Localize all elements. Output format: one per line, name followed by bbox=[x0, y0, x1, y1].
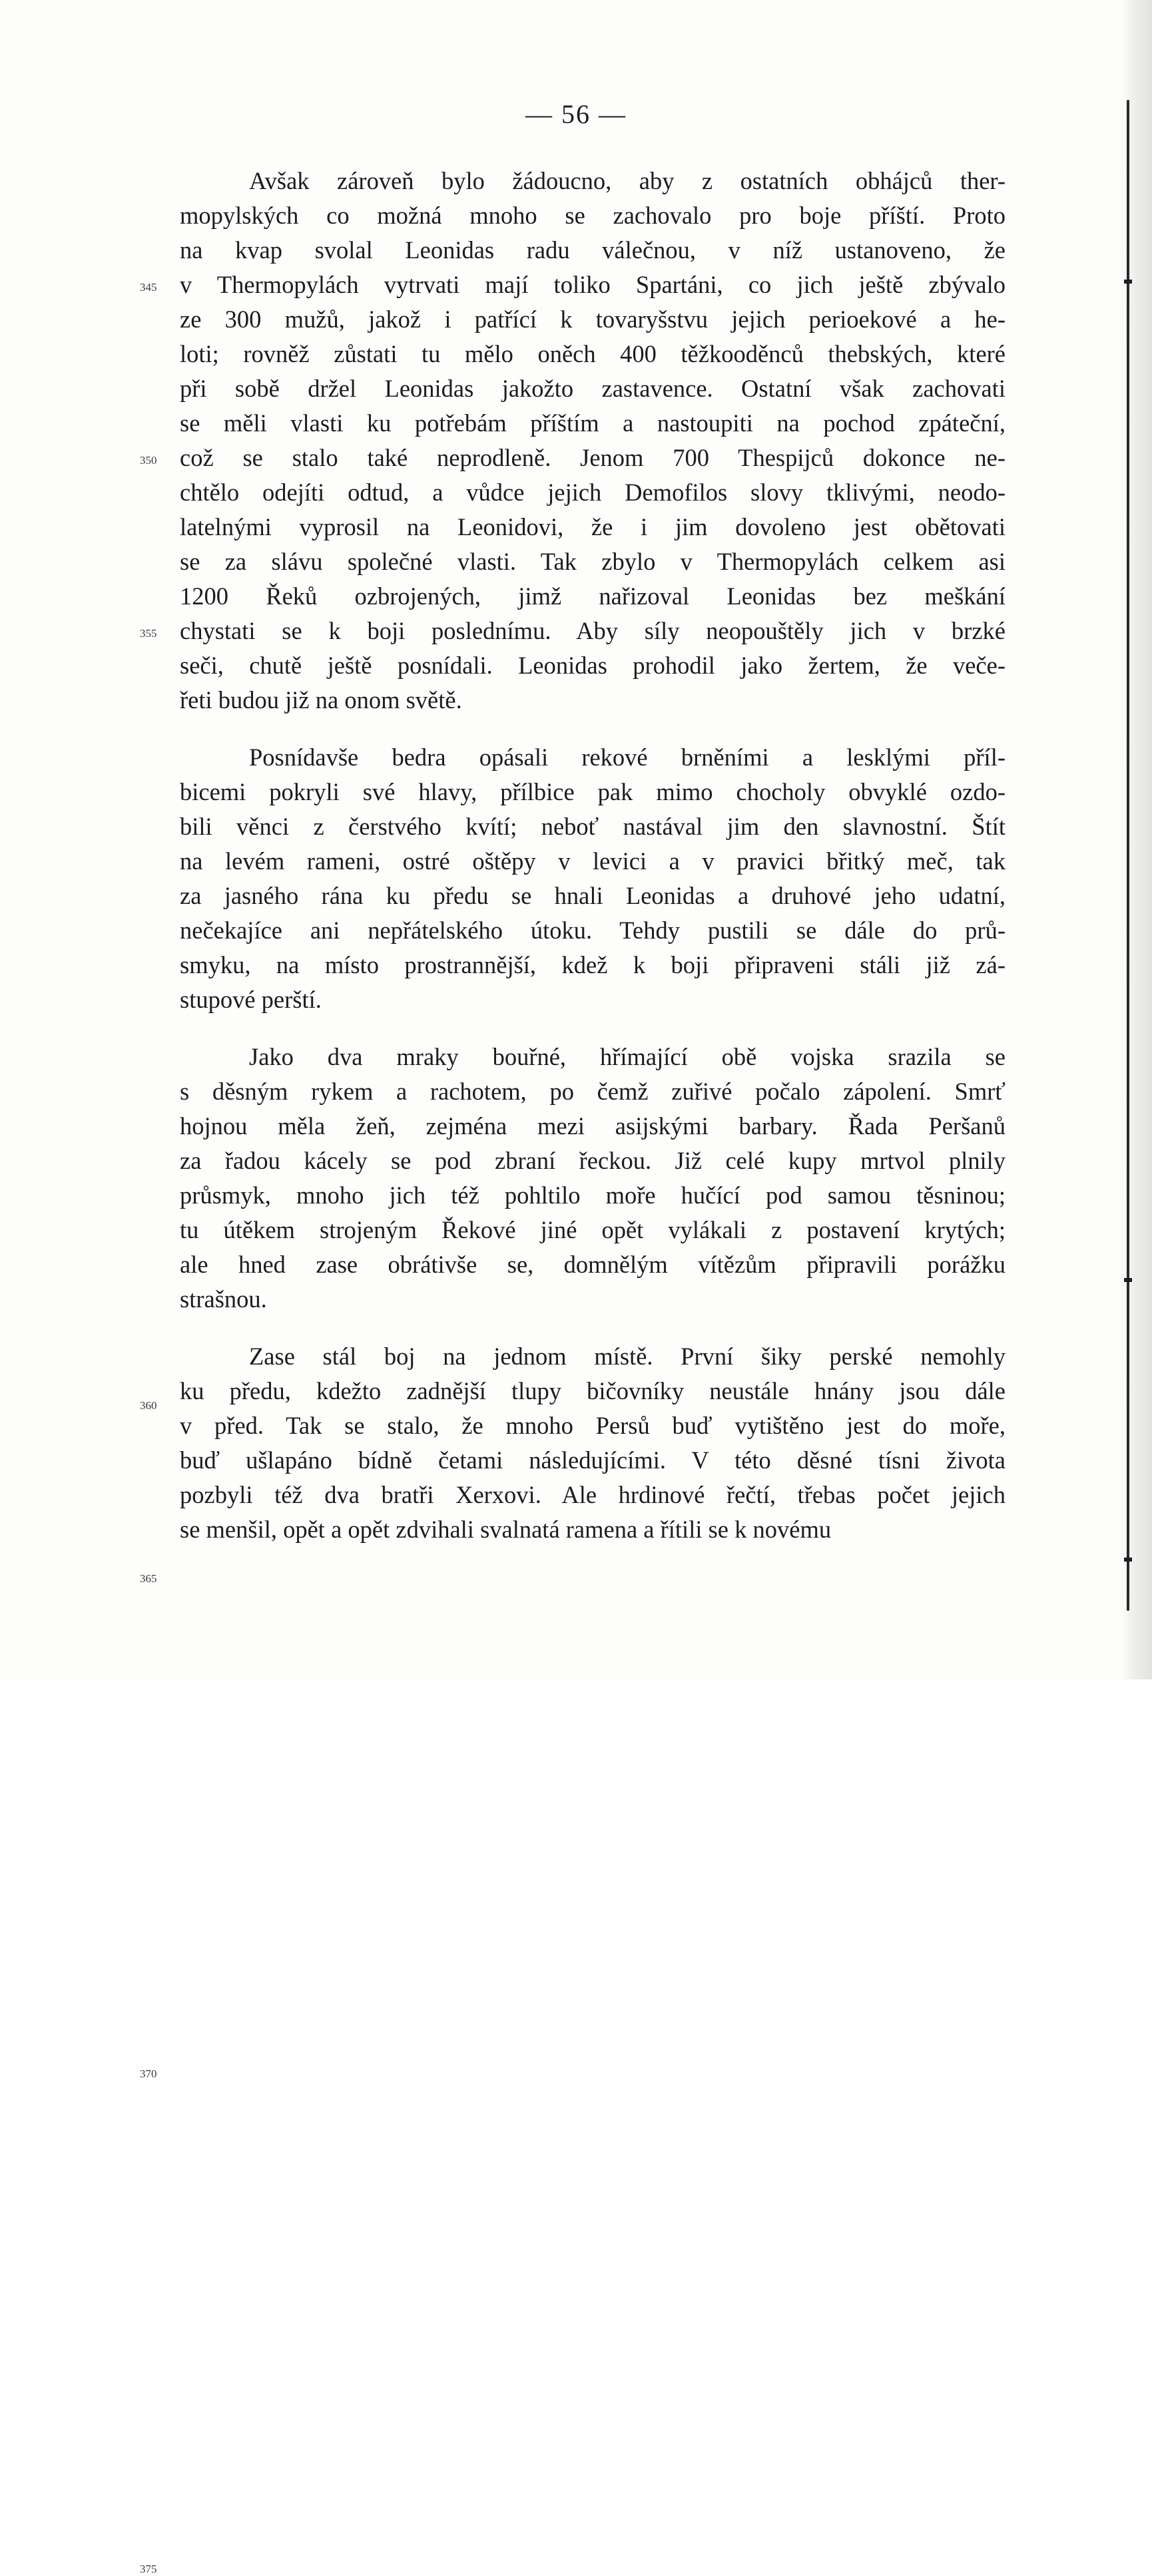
text-line: strašnou. bbox=[180, 1285, 267, 1313]
text-line: což se stalo také neprodleně. Jenom 700 Thespijců dokonce ne- bbox=[180, 444, 1006, 471]
text-line: loti; rovněž zůstati tu mělo oněch 400 těžkooděnců thebských, které bbox=[180, 340, 1006, 367]
text-line: nečekajíce ani nepřátelského útoku. Tehdy pustili se dále do prů- bbox=[180, 917, 1006, 944]
text-line: ku předu, kdežto zadnější tlupy bičovníky neustále hnány jsou dále bbox=[180, 1377, 1006, 1404]
paragraph bbox=[180, 1040, 1006, 1317]
text-line: latelnými vyprosil na Leonidovi, že i jim dovoleno jest obětovati bbox=[180, 513, 1006, 540]
paragraph bbox=[180, 164, 1006, 718]
binding-mark bbox=[1124, 280, 1132, 284]
text-line: za jasného rána ku předu se hnali Leonidas a druhové jeho udatní, bbox=[180, 882, 1006, 909]
text-line: Zase stál boj na jednom místě. První šiky perské nemohly bbox=[249, 1343, 1006, 1370]
margin-line-number: 355 bbox=[140, 627, 157, 640]
text-line: se za slávu společné vlasti. Tak zbylo v Thermopylách celkem asi bbox=[180, 548, 1006, 575]
text-line: průsmyk, mnoho jich též pohltilo moře hučící pod samou těsninou; bbox=[180, 1181, 1006, 1209]
text-line: se menšil, opět a opět zdvihali svalnatá ramena a řítili se k novému bbox=[180, 1516, 832, 1543]
margin-line-number: 365 bbox=[140, 1572, 157, 1585]
text-line: ale hned zase obrátivše se, domnělým vítězům připravili porážku bbox=[180, 1251, 1006, 1278]
margin-line-number: 350 bbox=[140, 454, 157, 467]
text-line: smyku, na místo prostrannější, kdež k boji připraveni stáli již zá- bbox=[180, 951, 1006, 978]
text-line: se měli vlasti ku potřebám příštím a nastoupiti na pochod zpáteční, bbox=[180, 409, 1006, 437]
binding-rule bbox=[1127, 100, 1129, 1611]
text-line: stupové perští. bbox=[180, 986, 322, 1013]
page-number: — 56 — bbox=[525, 99, 627, 129]
text-line: Jako dva mraky bouřné, hřímající obě vojska srazila se bbox=[249, 1043, 1006, 1070]
text-line: mopylských co možná mnoho se zachovalo pro boje příští. Proto bbox=[180, 202, 1006, 229]
scan-edge-shadow bbox=[1121, 0, 1152, 1679]
text-line: řeti budou již na onom světě. bbox=[180, 686, 462, 714]
text-line: ze 300 mužů, jakož i patřící k tovaryšstvu jejich perioekové a he- bbox=[180, 306, 1006, 333]
text-line: v před. Tak se stalo, že mnoho Persů buď vytištěno jest do moře, bbox=[180, 1412, 1006, 1439]
text-line: bili věnci z čerstvého kvítí; neboť nastával jim den slavnostní. Štít bbox=[180, 813, 1006, 840]
text-line: Avšak zároveň bylo žádoucno, aby z ostatních obhájců ther- bbox=[249, 167, 1006, 194]
paragraph bbox=[180, 740, 1006, 1017]
text-line: na levém rameni, ostré oštěpy v levici a v pravici břitký meč, tak bbox=[180, 847, 1006, 875]
text-line: v Thermopylách vytrvati mají toliko Spartáni, co jich ještě zbývalo bbox=[180, 271, 1006, 298]
text-line: tu útěkem strojeným Řekové jiné opět vylákali z postavení krytých; bbox=[180, 1216, 1006, 1243]
text-line: s děsným rykem a rachotem, po čemž zuřivé počalo zápolení. Smrť bbox=[180, 1078, 1006, 1105]
text-line: při sobě držel Leonidas jakožto zastavence. Ostatní však zachovati bbox=[180, 375, 1006, 402]
text-line: chtělo odejíti odtud, a vůdce jejich Demofilos slovy tklivými, neodo- bbox=[180, 479, 1006, 506]
text-line: za řadou kácely se pod zbraní řeckou. Již celé kupy mrtvol plnily bbox=[180, 1147, 1006, 1174]
margin-line-number: 345 bbox=[140, 281, 157, 294]
margin-line-number: 370 bbox=[140, 2067, 157, 2080]
text-line: 1200 Řeků ozbrojených, jimž nařizoval Leonidas bez meškání bbox=[180, 582, 1006, 610]
text-line: na kvap svolal Leonidas radu válečnou, v níž ustanoveno, že bbox=[180, 236, 1006, 264]
binding-mark bbox=[1124, 1558, 1132, 1562]
text-line: bicemi pokryli své hlavy, přílbice pak mimo chocholy obvyklé ozdo- bbox=[180, 778, 1006, 805]
paragraph bbox=[180, 1339, 1006, 1547]
margin-line-number: 360 bbox=[140, 1399, 157, 1412]
text-line: seči, chutě ještě posnídali. Leonidas prohodil jako žertem, že veče- bbox=[180, 652, 1006, 679]
text-line: pozbyli též dva bratři Xerxovi. Ale hrdinové řečtí, třebas počet jejich bbox=[180, 1481, 1006, 1508]
text-line: Posnídavše bedra opásali rekové brněními a lesklými příl- bbox=[249, 744, 1006, 771]
text-line: buď ušlapáno bídně četami následujícími. V této děsné tísni života bbox=[180, 1446, 1006, 1474]
margin-line-number: 375 bbox=[140, 2563, 157, 2575]
binding-mark bbox=[1124, 1278, 1132, 1282]
text-line: hojnou měla žeň, zejména mezi asijskými barbary. Řada Peršanů bbox=[180, 1112, 1006, 1140]
body-text bbox=[180, 164, 1006, 1547]
text-line: chystati se k boji poslednímu. Aby síly neopouštěly jich v brzké bbox=[180, 617, 1006, 644]
